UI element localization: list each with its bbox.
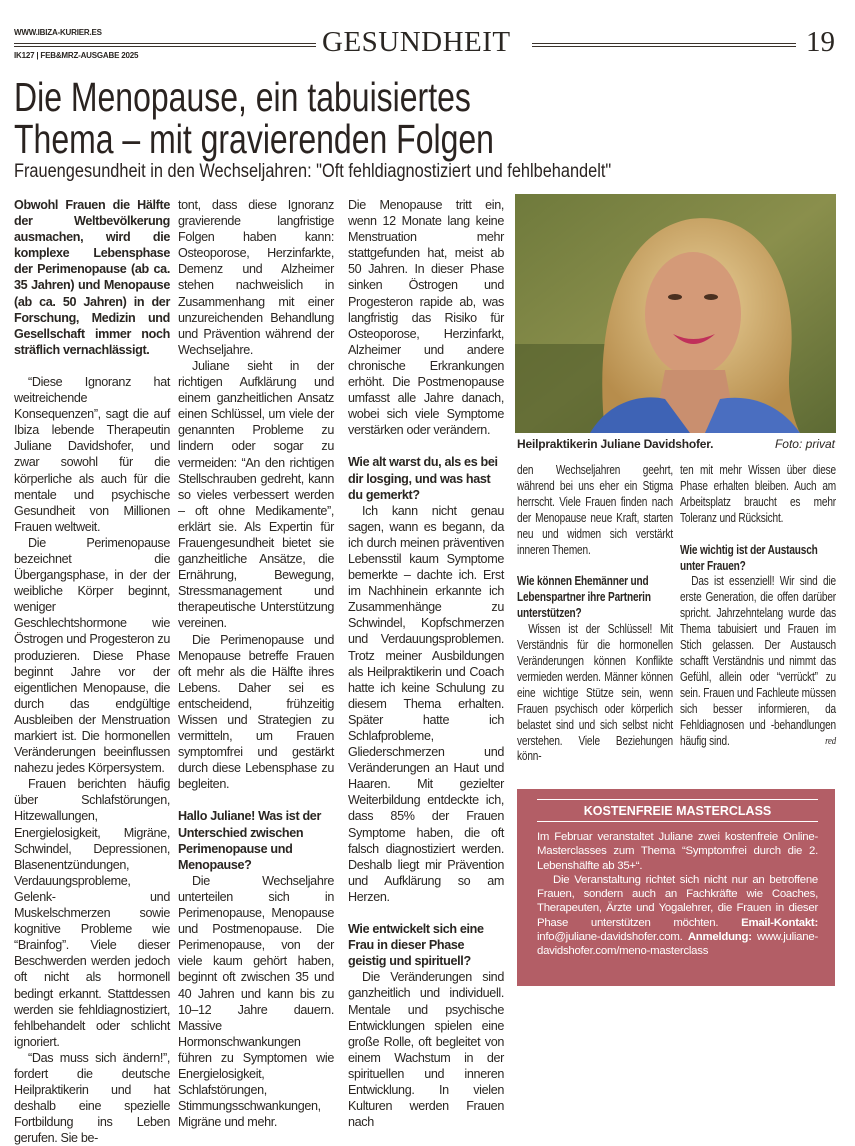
paragraph: Die Perimenopause und Menopause betreffe Frauen oft mehr als die Hälfte ihres Lebens. Daher sei es entscheidend, frühzeitig Wissen und Strategien zu vermitteln, um Frauen symptomfrei und gestärkt durch diese Lebensphase zu begleiten.	[178, 632, 334, 792]
infobox-paragraph	[537, 873, 818, 959]
paragraph: Juliane sieht in der richtigen Aufklärung und einem ganzheitlichen Ansatz einen Schlüssel, um viele der genannten Probleme zu lindern oder sogar zu vermeiden: “An den richtigen Stellschrauben gedreht, kann so vieles verbessert werden – oft ohne Medikamente”, erklärt sie. Als Expertin für Frauengesundheit bietet sie ganzheitliche Ansätze, die Ernährung, Bewegung, Stressmanagement und therapeutische Unterstützung vereinen.	[178, 358, 334, 631]
article-column-3	[348, 197, 504, 1130]
paragraph: den Wechseljahren geehrt, während bei uns eher ein Stigma herrscht. Viele Frauen finden nach der Menopause neue Kraft, starten neu und widmen sich verstärkt inneren Themen.	[517, 463, 673, 557]
paragraph: Die Wechseljahre unterteilen sich in Perimenopause, Menopause und Postmenopause. Die Perimenopause, von der viele kaum gehört haben, beginnt oft zwischen 35 und 40 Jahren und kann bis zu 10–12 Jahre dauern. Massive Hormonschwankungen führen zu Symptomen wie Energielosigkeit, Schlafstörungen, Stimmungsschwankungen, Migräne und mehr.	[178, 873, 334, 1130]
paragraph: “Diese Ignoranz hat weitreichende Konsequenzen”, sagt die auf Ibiza lebende Therapeutin Juliane Davidshofer, und zwar sowohl für die körperliche als auch für die mentale und psychische Gesundheit von Millionen Frauen weltweit.	[14, 374, 170, 534]
article-column-2	[178, 197, 334, 1130]
interview-question: Wie entwickelt sich eine Frau in dieser Phase geistig und spirituell?	[348, 922, 484, 969]
article-column-1	[14, 197, 170, 1146]
paragraph-text: Das ist essenziell! Wir sind die erste Generation, die offen darüber spricht. Jahrzehntelang wurde das Thema tabuisiert und Frauen im Stich gelassen. Der Austausch schafft Verständnis und nimmt das Gefühl, allein oder “verrückt” zu sein. Frauen und Fachleute müssen sich besser informieren, da Fehldiagnosen und -behandlungen häufig sind.	[680, 574, 836, 748]
issue-label: IK127 | FEB&MRZ-AUSGABE 2025	[14, 51, 139, 60]
section-title: GESUNDHEIT	[322, 26, 511, 58]
header-rule-left	[14, 43, 316, 47]
infobox-text: Die Veranstaltung richtet sich nicht nur an betroffene Frauen, sondern auch an Fachkräfte wie Coaches, Therapeuten, Ärzte und Yogalehrer, die Frauen in dieser Phase unterstützen möchten.	[537, 873, 818, 929]
paragraph: “Das muss sich ändern!”, fordert die deutsche Heilpraktikerin und hat deshalb eine spezielle Fortbildung ins Leben gerufen. Sie be-	[14, 1050, 170, 1146]
paragraph: Die Perimenopause bezeichnet die Übergangsphase, in der der weibliche Körper beginnt, weniger Geschlechtshormone wie Östrogen und Progesteron zu produzieren. Diese Phase beginnt Jahre vor der eigentlichen Menopause, die durch das endgültige Ausbleiben der Menstruation markiert ist. Die hormonellen Veränderungen beeinflussen nahezu jedes Körpersystem.	[14, 535, 170, 776]
email-link[interactable]: info@juliane-davidshofer.com.	[537, 931, 683, 944]
email-label: Email-Kontakt:	[741, 916, 818, 929]
headline-line-2: Thema – mit gravierenden Folgen	[14, 116, 494, 162]
portrait-image	[515, 194, 836, 433]
interview-question: Wie können Ehemänner und Lebenspartner ihre Partnerin unterstützen?	[517, 574, 651, 621]
signup-link[interactable]: www.juliane-davidshofer.com/meno-masterclass	[537, 931, 818, 958]
infobox-title: KOSTENFREIE MASTERCLASS	[537, 799, 818, 822]
masterclass-infobox	[517, 789, 835, 986]
paragraph: Ich kann nicht genau sagen, wann es begann, da ich durch meinen präventiven Lebensstil kaum Symptome bemerkte – dachte ich. Erst im Nachhinein erkannte ich Zusammenhänge zu Schwindel, Kopfschmerzen und Verdauungsproblemen. Trotz meiner Ausbildungen als Heilpraktikerin und Coach hatte ich keine Schulung zu diesem Thema erhalten. Später hatte ich Schlafprobleme, Gliederschmerzen und Veränderungen an Haut und Haaren. Mit gezielter Weiterbildung entdeckte ich, dass 85% der Frauen Symptome haben, die oft falsch diagnostiziert werden. Deshalb liegt mir Prävention und Aufklärung so am Herzen.	[348, 503, 504, 904]
page-number: 19	[806, 26, 835, 58]
interview-question: Wie alt warst du, als es bei dir losging, und was hast du gemerkt?	[348, 455, 498, 502]
website-url: WWW.IBIZA-KURIER.ES	[14, 28, 102, 37]
paragraph: tont, dass diese Ignoranz gravierende langfristige Folgen haben kann: Osteoporose, Herzinfarkte, Demenz und Alzheimer stehen nachweislich in Zusammenhang mit einer unzureichenden Behandlung und Prävention während der Wechseljahre.	[178, 198, 334, 357]
paragraph: ten mit mehr Wissen über diese Phase erhalten bleiben. Auch am Arbeitsplatz braucht es mehr Toleranz und Rücksicht.	[680, 463, 836, 525]
paragraph: Wissen ist der Schlüssel! Mit Verständnis für die hormonellen Veränderungen können Konflikte vermieden werden. Männer können eine wichtige Stütze sein, wenn Frauen psychisch oder körperlich belastet sind und sich selbst nicht verstehen. Viele Beziehungen könn-	[517, 622, 673, 764]
article-column-4	[517, 463, 673, 765]
lead-paragraph: Obwohl Frauen die Hälfte der Weltbevölkerung ausmachen, wird die komplexe Lebensphase der Perimenopause (ab ca. 35 Jahren) und Menopause (ab ca. 50 Jahren) in der Forschung, Medizin und Gesellschaft immer noch sträflich vernachlässigt.	[14, 198, 170, 357]
article-column-5	[680, 463, 836, 749]
paragraph: Frauen berichten häufig über Schlafstörungen, Hitzewallungen, Energielosigkeit, Migräne, Schwindel, Depressionen, Blasenentzündungen, Verdauungsprobleme, Gelenk- und Muskelschmerzen sowie kognitive Probleme wie “Brainfog”. Viele dieser Beschwerden werden jedoch oft nicht als hormonell bedingt erkannt. Stattdessen werden sie fehldiagnostiziert, fehlbehandelt oder schlicht ignoriert.	[14, 777, 170, 1049]
author-signature: red	[825, 734, 836, 747]
headline	[14, 76, 494, 160]
header-rule-right	[532, 43, 796, 47]
subheadline: Frauengesundheit in den Wechseljahren: "Oft fehldiagnostiziert und fehlbehandelt"	[14, 161, 612, 182]
signup-label: Anmeldung:	[687, 931, 752, 944]
paragraph: Die Veränderungen sind ganzheitlich und individuell. Mentale und psychische Entwicklungen spielen eine große Rolle, oft begleitet von einem Wachstum in der spirituellen und inneren Entwicklung. In vielen Kulturen werden Frauen nach	[348, 970, 504, 1130]
portrait-photo	[515, 194, 836, 433]
paragraph: Die Menopause tritt ein, wenn 12 Monate lang keine Menstruation mehr stattgefunden hat, meist ab 50 Jahren. In dieser Phase sinken Östrogen und Progesteron rapide ab, was langfristig das Risiko für Osteoporose, Herzinfarkt, Alzheimer und andere chronische Erkrankungen erhöht. Die Postmenopause umfasst alle Jahre danach, wobei sich viele Symptome verstärken oder verändern.	[348, 198, 504, 438]
infobox-paragraph: Im Februar veranstaltet Juliane zwei kostenfreie Online-Masterclasses zum Thema “Symptomfrei durch die 2. Lebenshälfte ab 35+“.	[537, 831, 818, 872]
interview-question: Hallo Juliane! Was ist der Unterschied zwischen Perimenopause und Menopause?	[178, 809, 321, 872]
headline-line-1: Die Menopause, ein tabuisiertes	[14, 74, 471, 120]
photo-credit: Foto: privat	[774, 437, 835, 451]
interview-question: Wie wichtig ist der Austausch unter Frauen?	[680, 542, 818, 573]
paragraph	[680, 574, 836, 749]
photo-caption: Heilpraktikerin Juliane Davidshofer.	[517, 437, 714, 451]
